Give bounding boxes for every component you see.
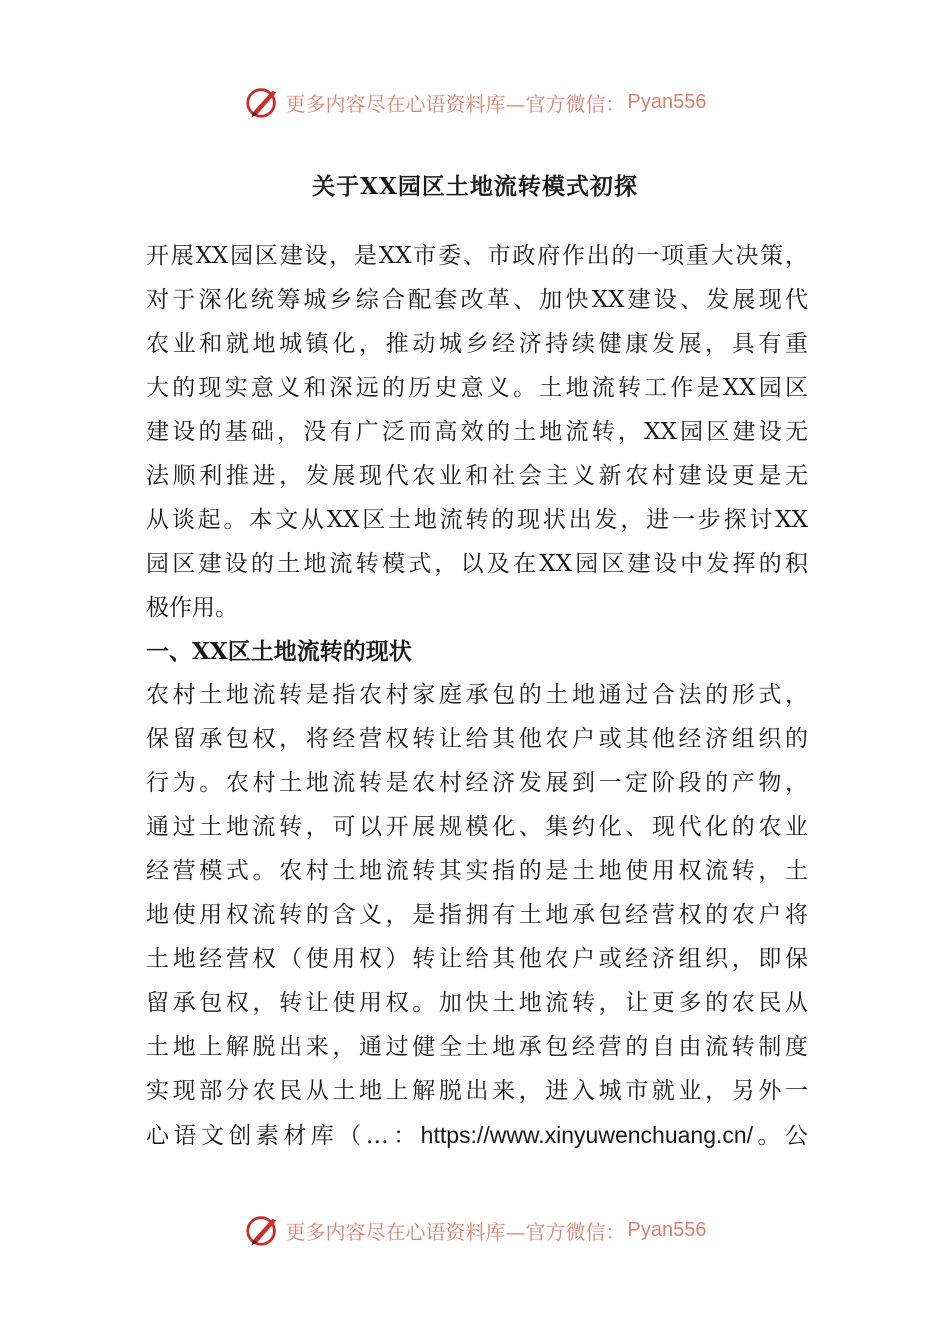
pen-logo-icon [244,1211,282,1249]
text-line: 地使用权流转的含义，是指拥有土地承包经营权的农户将 [146,902,808,928]
section1-paragraph [146,673,808,1157]
text-line: 留承包权，转让使用权。加快土地流转，让更多的农民从 [146,990,808,1016]
text-line: 土地经营权（使用权）转让给其他农户或经济组织，即保 [146,946,808,972]
line-prefix: 心语文创素材库（…： [146,1123,421,1149]
text-line-with-link [146,1113,808,1157]
watermark-text: 更多内容尽在心语资料库—官方微信： [285,1219,626,1244]
text-line: 农业和就地城镇化，推动城乡经济持续健康发展，具有重 [146,331,808,357]
text-line: 法顺利推进，发展现代农业和社会主义新农村建设更是无 [146,463,808,489]
pen-logo-icon [244,83,282,121]
document-title: 关于XX园区土地流转模式初探 [312,173,638,200]
text-line: 从谈起。本文从XX区土地流转的现状出发，进一步探讨XX [146,507,808,533]
text-line: 大的现实意义和深远的历史意义。土地流转工作是XX园区 [146,375,808,401]
watermark-header [0,82,950,122]
section-heading: 一、XX区土地流转的现状 [146,638,412,665]
watermark-text: 更多内容尽在心语资料库—官方微信： [285,91,626,116]
document-body [146,234,808,1157]
line-suffix: 。公 [753,1123,808,1149]
watermark-footer [0,1210,950,1250]
text-line: 对于深化统筹城乡综合配套改革、加快XX建设、发展现代 [146,287,808,313]
text-line: 极作用。 [146,595,238,621]
intro-paragraph [146,234,808,630]
source-url-link[interactable]: https://www.xinyuwenchuang.cn/ [420,1122,754,1148]
text-line: 实现部分农民从土地上解脱出来，进入城市就业，另外一 [146,1078,808,1104]
text-line: 土地上解脱出来，通过健全土地承包经营的自由流转制度 [146,1034,808,1060]
text-line: 行为。农村土地流转是农村经济发展到一定阶段的产物， [146,770,808,796]
text-line: 保留承包权，将经营权转让给其他农户或其他经济组织的 [146,726,808,752]
text-line: 经营模式。农村土地流转其实指的是土地使用权流转，土 [146,858,808,884]
text-line: 通过土地流转，可以开展规模化、集约化、现代化的农业 [146,814,808,840]
text-line: 建设的基础，没有广泛而高效的土地流转，XX园区建设无 [146,419,808,445]
text-line: 开展XX园区建设，是XX市委、市政府作出的一项重大决策， [146,243,808,269]
watermark-handle: Pyan556 [627,90,707,113]
watermark-handle: Pyan556 [627,1218,707,1241]
text-line: 农村土地流转是指农村家庭承包的土地通过合法的形式， [146,682,808,708]
text-line: 园区建设的土地流转模式，以及在XX园区建设中发挥的积 [146,551,808,577]
